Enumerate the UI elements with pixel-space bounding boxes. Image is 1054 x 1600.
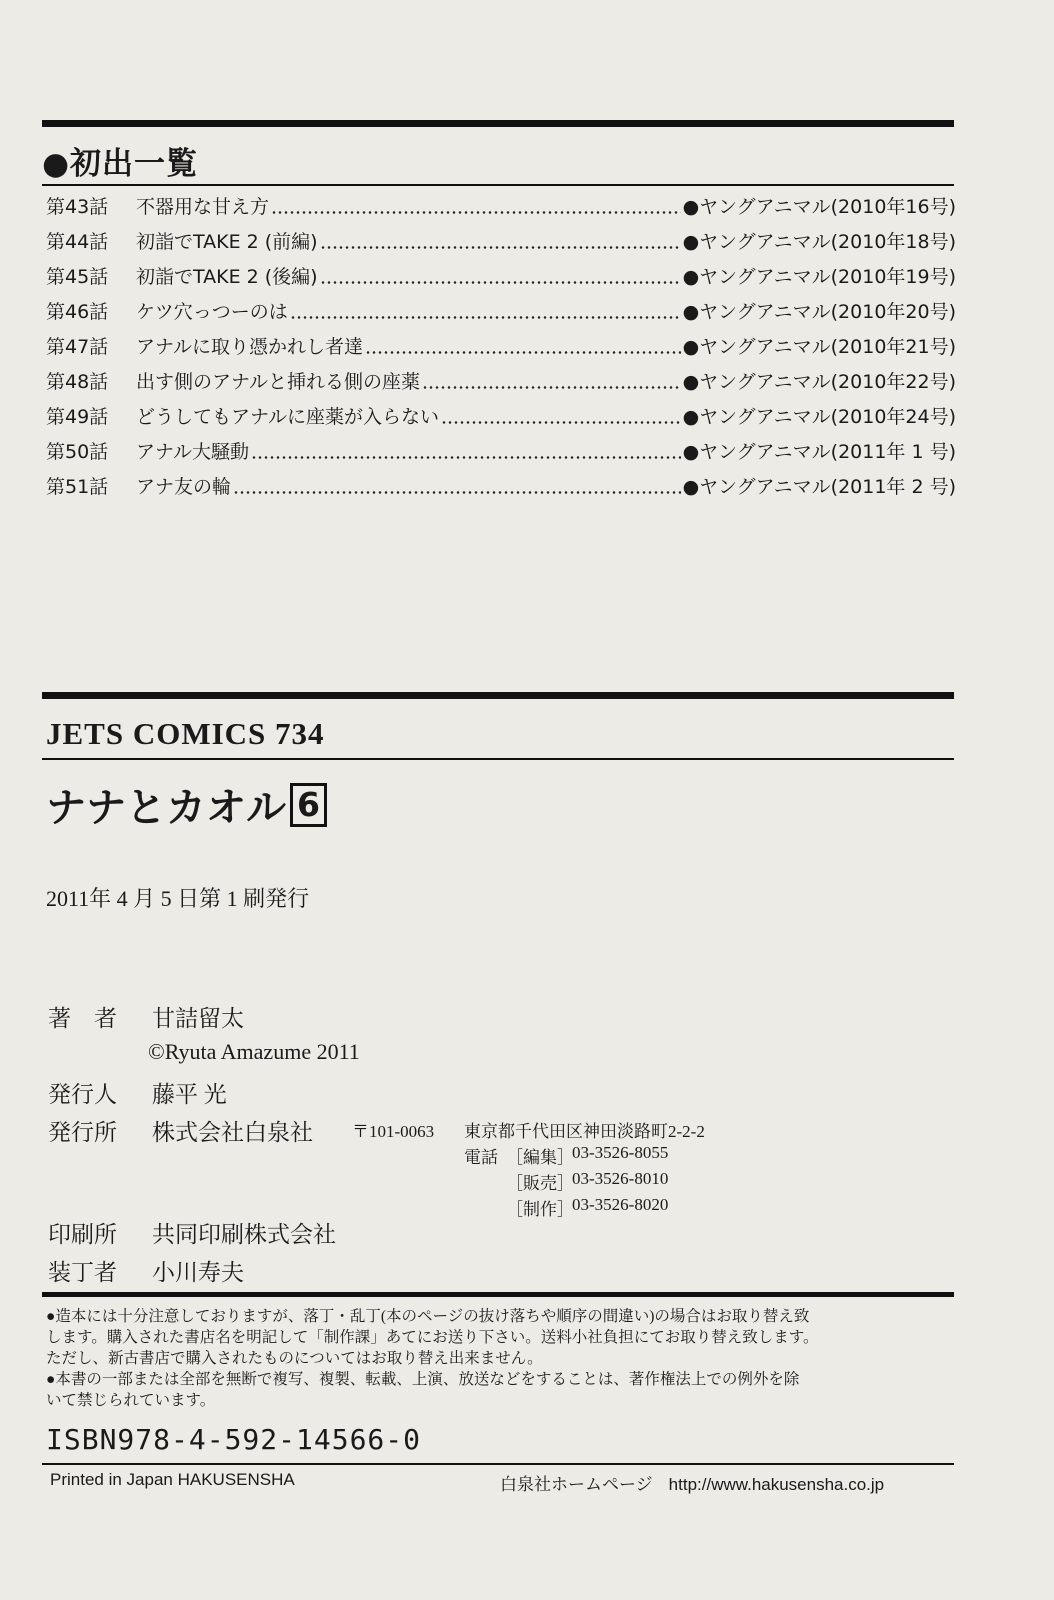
chapter-number: 第45話 xyxy=(46,266,109,288)
list-item xyxy=(46,332,956,367)
first-appearance-list xyxy=(46,192,956,507)
notice-line: ●造本には十分注意しておりますが、落丁・乱丁(本のページの抜け落ちや順序の間違い)の場合はお取り替え致 xyxy=(46,1308,810,1325)
printed-in: Printed in Japan HAKUSENSHA xyxy=(50,1470,295,1489)
phone-number: 03-3526-8010 xyxy=(572,1169,669,1188)
chapter-number: 第48話 xyxy=(46,371,109,393)
list-item xyxy=(46,402,956,437)
publisher-person: 藤平 光 xyxy=(152,1082,227,1107)
publisher-name: 株式会社白泉社 xyxy=(152,1120,313,1145)
designer-name: 小川寿夫 xyxy=(152,1260,244,1285)
chapter-number: 第47話 xyxy=(46,336,109,358)
author-name: 甘詰留太 xyxy=(152,1006,244,1031)
notice-line: ただし、新古書店で購入されたものについてはお取り替え出来ません。 xyxy=(46,1350,543,1367)
list-item xyxy=(46,227,956,262)
list-item xyxy=(46,192,956,227)
leader-dots xyxy=(233,490,681,495)
chapter-source: ●ヤングアニマル(2011年 1 号) xyxy=(682,441,956,463)
homepage-url[interactable]: http://www.hakusensha.co.jp xyxy=(668,1475,885,1494)
chapter-source: ●ヤングアニマル(2010年18号) xyxy=(682,231,956,253)
publisher-person-label: 発行人 xyxy=(48,1082,117,1107)
chapter-source: ●ヤングアニマル(2010年19号) xyxy=(682,266,956,288)
notice-line: ●本書の一部または全部を無断で複写、複製、転載、上演、放送などをすることは、著作権法上での例外を除 xyxy=(46,1371,800,1388)
list-item xyxy=(46,472,956,507)
series-label: JETS COMICS 734 xyxy=(46,716,325,751)
leader-dots xyxy=(320,245,681,250)
chapter-title: どうしてもアナルに座薬が入らない xyxy=(136,406,440,428)
copyright: ©Ryuta Amazume 2011 xyxy=(148,1039,360,1064)
address: 東京都千代田区神田淡路町2-2-2 xyxy=(464,1122,705,1141)
notice-line: いて禁じられています。 xyxy=(46,1392,216,1409)
isbn: ISBN978-4-592-14566-0 xyxy=(46,1423,422,1456)
book-title xyxy=(46,776,327,833)
leader-dots xyxy=(441,420,681,425)
colophon-rule xyxy=(42,692,954,699)
chapter-source: ●ヤングアニマル(2010年24号) xyxy=(682,406,956,428)
leader-dots xyxy=(290,315,681,320)
leader-dots xyxy=(422,385,681,390)
chapter-title: 初詣でTAKE 2 (後編) xyxy=(136,266,318,288)
postal-code: 〒101-0063 xyxy=(352,1122,435,1141)
phone-dept: ［編集］ xyxy=(506,1148,574,1167)
designer-label: 装丁者 xyxy=(48,1260,117,1285)
heading-rule xyxy=(42,184,954,186)
chapter-title: ケツ穴っつーのは xyxy=(136,301,288,323)
chapter-number: 第50話 xyxy=(46,441,109,463)
phone-dept: ［販売］ xyxy=(506,1174,574,1193)
phone-number: 03-3526-8055 xyxy=(572,1143,669,1162)
phone-dept: ［制作］ xyxy=(506,1200,574,1219)
chapter-number: 第43話 xyxy=(46,196,109,218)
printer-label: 印刷所 xyxy=(48,1222,117,1247)
phone-number: 03-3526-8020 xyxy=(572,1195,669,1214)
list-item xyxy=(46,262,956,297)
chapter-source: ●ヤングアニマル(2010年22号) xyxy=(682,371,956,393)
notice-rule xyxy=(42,1292,954,1297)
footer-rule xyxy=(42,1463,954,1465)
chapter-title: アナ友の輪 xyxy=(136,476,232,498)
chapter-source: ●ヤングアニマル(2010年16号) xyxy=(682,196,956,218)
chapter-source: ●ヤングアニマル(2011年 2 号) xyxy=(682,476,956,498)
chapter-number: 第46話 xyxy=(46,301,109,323)
printer-name: 共同印刷株式会社 xyxy=(152,1222,336,1247)
chapter-title: アナルに取り憑かれし者達 xyxy=(136,336,364,358)
chapter-title: 初詣でTAKE 2 (前編) xyxy=(136,231,318,253)
chapter-title: 不器用な甘え方 xyxy=(136,196,270,218)
chapter-title: アナル大騒動 xyxy=(136,441,250,463)
homepage-label: 白泉社ホームページ xyxy=(500,1475,653,1494)
phone-label: 電話 xyxy=(464,1148,498,1167)
chapter-source: ●ヤングアニマル(2010年20号) xyxy=(682,301,956,323)
author-label: 著 者 xyxy=(48,1006,117,1031)
top-rule xyxy=(42,120,954,127)
chapter-number: 第51話 xyxy=(46,476,109,498)
notice-line: します。購入された書店名を明記して「制作課」あてにお送り下さい。送料小社負担にてお取り替え致します。 xyxy=(46,1329,819,1346)
list-item xyxy=(46,297,956,332)
leader-dots xyxy=(251,455,681,460)
list-item xyxy=(46,437,956,472)
volume-number: 6 xyxy=(290,783,327,827)
list-item xyxy=(46,367,956,402)
leader-dots xyxy=(365,350,681,355)
chapter-title: 出す側のアナルと挿れる側の座薬 xyxy=(136,371,421,393)
homepage xyxy=(500,1470,884,1495)
notice-text xyxy=(46,1306,946,1411)
leader-dots xyxy=(271,210,681,215)
publication-date: 2011年 4 月 5 日第 1 刷発行 xyxy=(46,886,310,911)
series-rule xyxy=(42,758,954,760)
chapter-number: 第49話 xyxy=(46,406,109,428)
book-title-text: ナナとカオル xyxy=(46,785,286,831)
leader-dots xyxy=(320,280,681,285)
first-appearance-heading: ●初出一覧 xyxy=(42,146,199,182)
chapter-source: ●ヤングアニマル(2010年21号) xyxy=(682,336,956,358)
chapter-number: 第44話 xyxy=(46,231,109,253)
publisher-label: 発行所 xyxy=(48,1120,117,1145)
